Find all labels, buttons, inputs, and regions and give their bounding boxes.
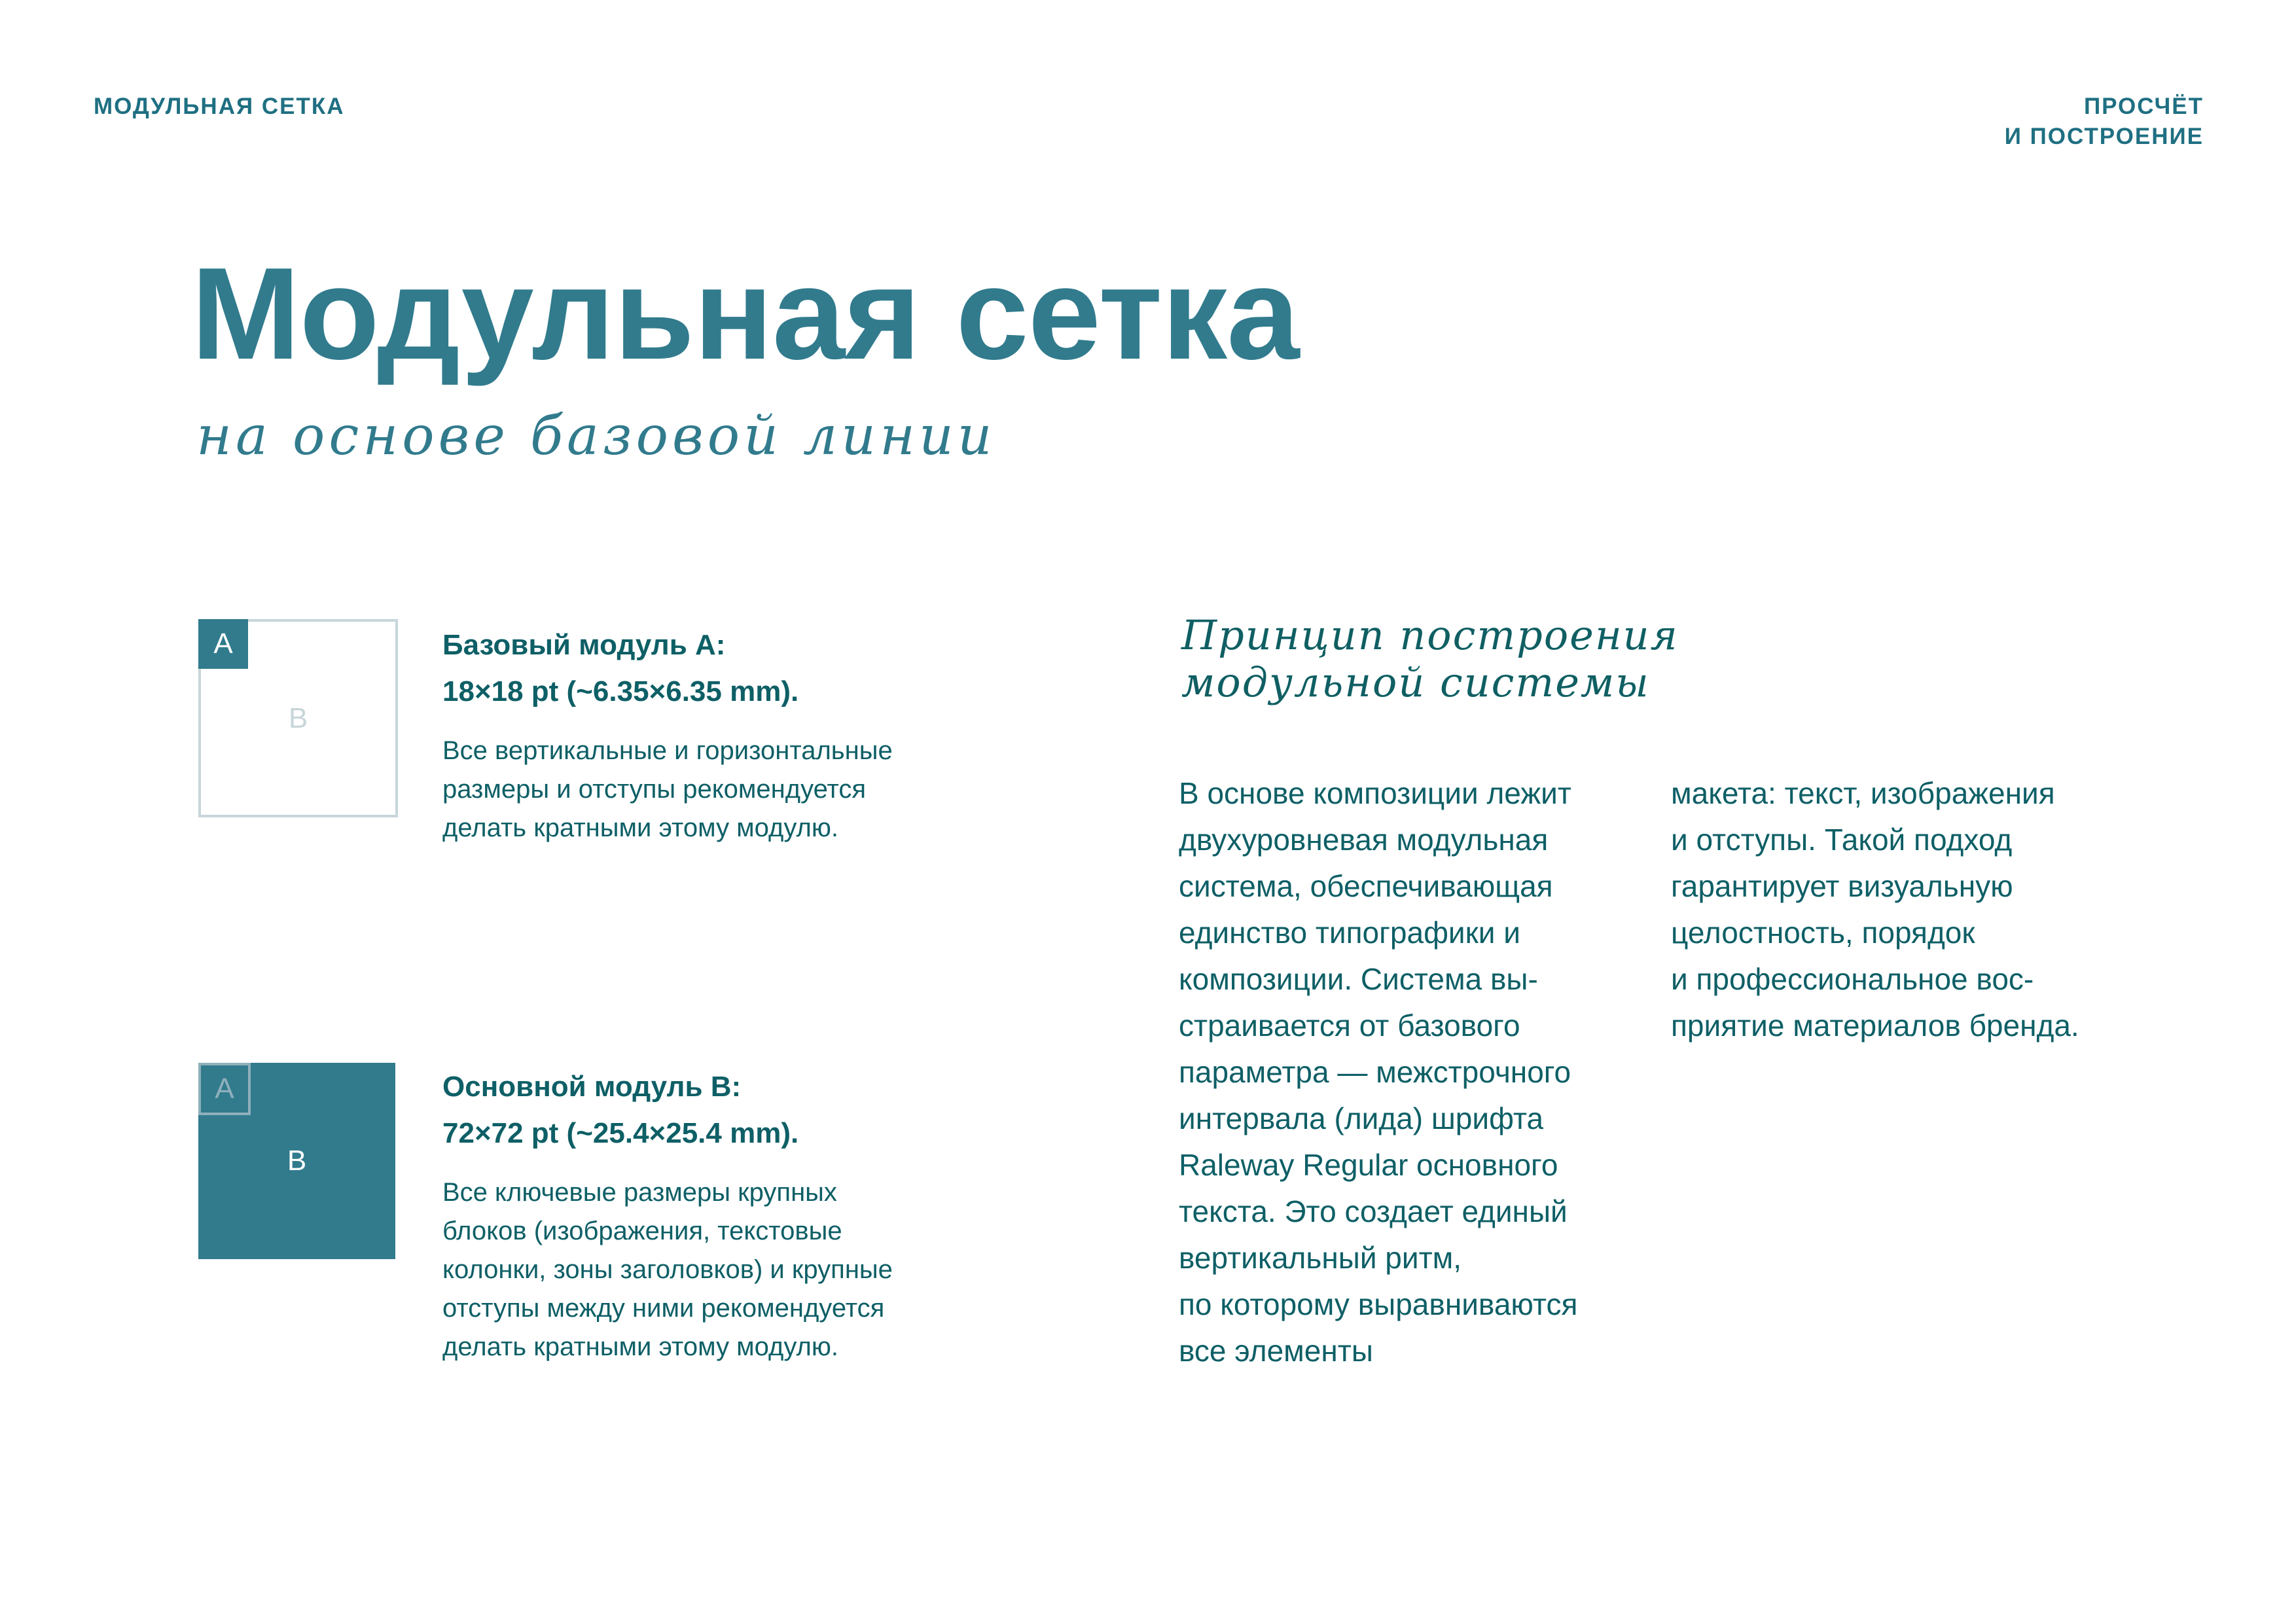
- module-a-inset: A: [198, 1063, 251, 1115]
- header-chapter-line: ПРОСЧЁТ: [2083, 94, 2204, 119]
- module-heading-line: Базовый модуль А:: [442, 629, 726, 661]
- body-line: текста. Это создает единый: [1179, 1194, 1568, 1228]
- module-a-body: [442, 732, 1018, 847]
- body-line: целостность, порядок: [1671, 916, 1975, 950]
- body-line: интервала (лида) шрифта: [1179, 1101, 1544, 1135]
- body-line: отступы между ними рекомендуется: [442, 1294, 885, 1323]
- body-line: делать кратными этому модулю.: [442, 1332, 838, 1361]
- body-line: В основе композиции лежит: [1179, 776, 1571, 810]
- body-line: Raleway Regular основного: [1179, 1148, 1558, 1182]
- principle-heading-line: модульной системы: [1181, 658, 1650, 706]
- body-line: приятие материалов бренда.: [1671, 1008, 2079, 1043]
- body-line: вертикальный ритм,: [1179, 1241, 1462, 1275]
- body-line: и профессиональное вос-: [1671, 962, 2034, 996]
- body-line: система, обеспечивающая: [1179, 869, 1553, 903]
- module-heading-line: Основной модуль В:: [442, 1071, 742, 1103]
- body-line: единство типографики и: [1179, 916, 1520, 950]
- principle-column-1: [1179, 770, 1577, 1374]
- principle-column-2: [1671, 770, 2079, 1049]
- module-size-line: 18×18 pt (~6.35×6.35 mm).: [442, 675, 799, 707]
- body-line: двухуровневая модульная: [1179, 823, 1549, 857]
- body-line: по которому выравниваются: [1179, 1287, 1578, 1321]
- module-b-body: [442, 1173, 1018, 1366]
- module-b-label: B: [288, 702, 308, 734]
- body-line: Все вертикальные и горизонтальные: [442, 736, 893, 765]
- body-line: делать кратными этому модулю.: [442, 813, 838, 842]
- body-line: композиции. Система вы-: [1179, 962, 1538, 996]
- body-line: макета: текст, изображения: [1671, 776, 2055, 810]
- principle-heading-line: Принцип построения: [1181, 611, 1679, 659]
- body-line: все элементы: [1179, 1334, 1373, 1368]
- module-size-line: 72×72 pt (~25.4×25.4 mm).: [442, 1117, 799, 1149]
- body-line: Все ключевые размеры крупных: [442, 1178, 837, 1207]
- module-a-tile: A: [198, 619, 248, 669]
- body-line: и отступы. Такой подход: [1671, 823, 2013, 857]
- module-b-label: B: [287, 1145, 307, 1177]
- module-a-heading: [442, 622, 1018, 715]
- header-section-label: МОДУЛЬНАЯ СЕТКА: [94, 94, 345, 119]
- body-line: страивается от базового: [1179, 1008, 1520, 1043]
- module-a-description: [442, 622, 1018, 847]
- page-title: Модульная сетка: [191, 241, 1299, 387]
- body-line: размеры и отступы рекомендуется: [442, 775, 867, 804]
- body-line: колонки, зоны заголовков) и крупные: [442, 1255, 893, 1284]
- module-b-description: [442, 1063, 1018, 1366]
- body-line: блоков (изображения, текстовые: [442, 1217, 842, 1245]
- body-line: гарантирует визуальную: [1671, 869, 2013, 903]
- header-chapter-line: И ПОСТРОЕНИЕ: [2004, 124, 2204, 149]
- page-subtitle: на основе базовой линии: [196, 405, 996, 467]
- header-chapter-label: [2005, 92, 2204, 152]
- body-line: параметра — межстрочного: [1179, 1055, 1571, 1089]
- principle-heading: [1181, 612, 1679, 706]
- module-b-heading: [442, 1063, 1018, 1156]
